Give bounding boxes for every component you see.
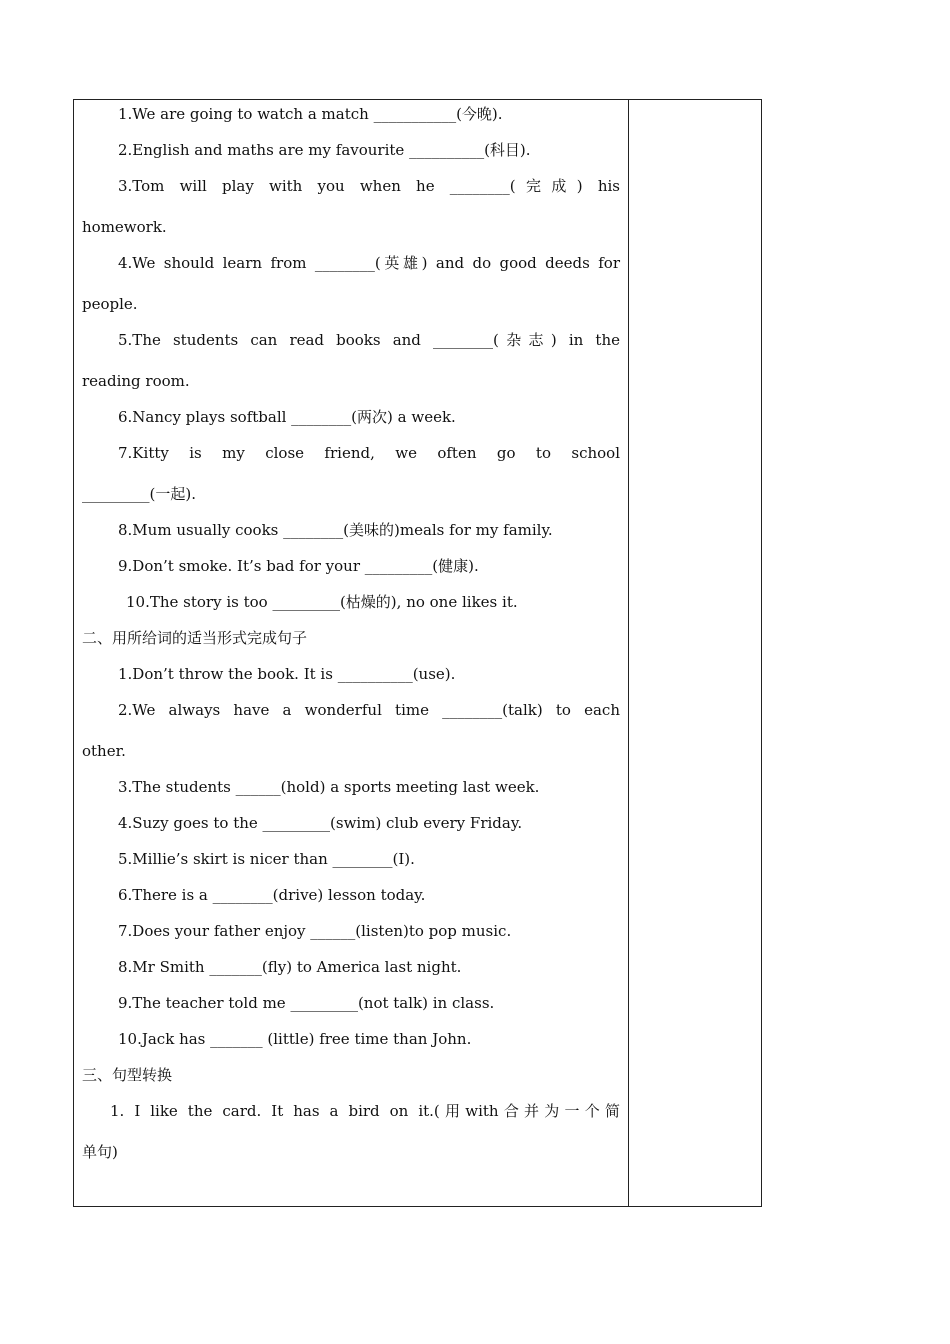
exercise-line: 9.The teacher told me _________(not talk) in class. [118, 994, 495, 1012]
section-heading: 三、句型转换 [82, 1066, 173, 1084]
exercise-line: _________(一起). [82, 485, 196, 503]
exercise-line: 2.We always have a wonderful time ________(talk) to each [118, 701, 620, 719]
exercise-line: homework. [82, 218, 167, 236]
exercise-line: 8.Mum usually cooks ________(美味的)meals for my family. [118, 521, 553, 539]
exercise-line: 3.The students ______(hold) a sports meeting last week. [118, 778, 540, 796]
exercise-line: 5.The students can read books and ________(杂志) in the [118, 331, 620, 349]
exercise-line: 7.Does your father enjoy ______(listen)to pop music. [118, 922, 512, 940]
exercise-line: 10.The story is too _________(枯燥的), no one likes it. [126, 593, 518, 611]
exercise-line: 8.Mr Smith _______(fly) to America last night. [118, 958, 462, 976]
worksheet-table [73, 99, 762, 1207]
exercise-line: other. [82, 742, 126, 760]
exercise-line: 4.We should learn from ________(英雄) and do good deeds for [118, 254, 620, 272]
exercise-line: 2.English and maths are my favourite __________(科目). [118, 141, 531, 159]
exercise-line: 3.Tom will play with you when he ________(完成) his [118, 177, 620, 195]
exercise-line: 4.Suzy goes to the _________(swim) club every Friday. [118, 814, 523, 832]
section-heading: 二、用所给词的适当形式完成句子 [82, 629, 308, 647]
column-divider [628, 100, 629, 1206]
exercise-line: 1.We are going to watch a match ___________(今晚). [118, 105, 503, 123]
exercise-line: people. [82, 295, 138, 313]
exercise-line: 6.There is a ________(drive) lesson today. [118, 886, 426, 904]
exercise-line: 单句) [82, 1143, 118, 1161]
exercise-line: reading room. [82, 372, 190, 390]
exercise-line: 1.Don’t throw the book. It is __________(use). [118, 665, 456, 683]
exercise-line: 9.Don’t smoke. It’s bad for your _________(健康). [118, 557, 479, 575]
exercise-line: 7.Kitty is my close friend, we often go to school [118, 444, 620, 462]
exercise-line: 5.Millie’s skirt is nicer than ________(I). [118, 850, 415, 868]
exercise-line: 10.Jack has _______ (little) free time than John. [118, 1030, 472, 1048]
exercise-line: 1. I like the card. It has a bird on it.(用with合并为一个简 [110, 1102, 620, 1120]
exercise-line: 6.Nancy plays softball ________(两次) a week. [118, 408, 456, 426]
